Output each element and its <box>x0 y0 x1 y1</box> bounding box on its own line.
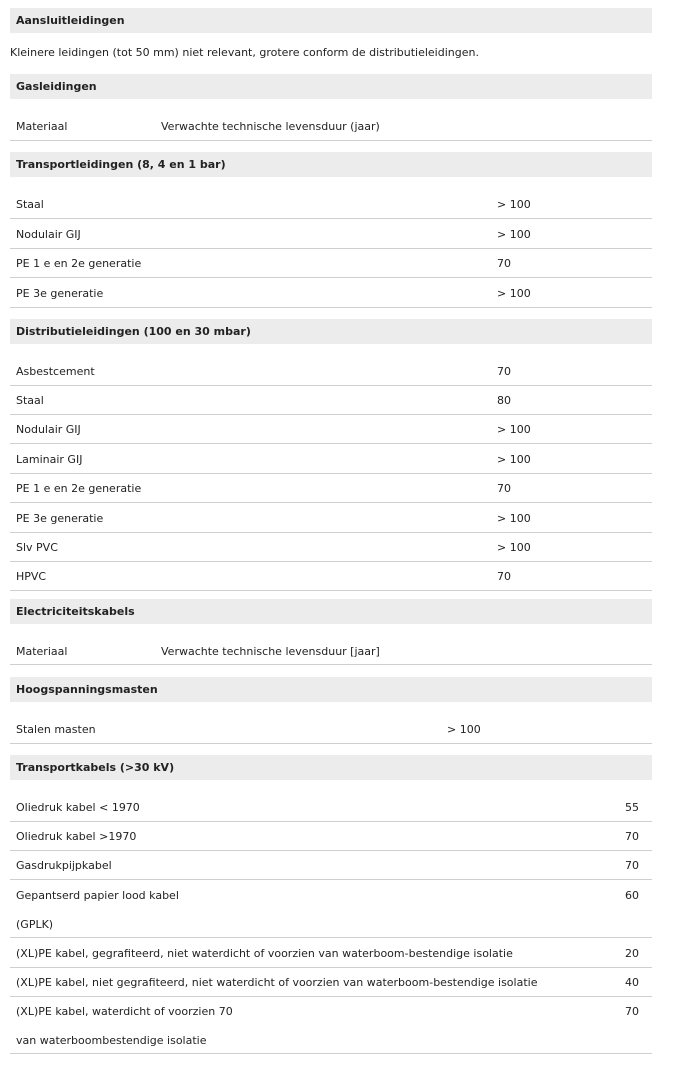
row-label: Nodulair GIJ <box>16 228 81 241</box>
row-label: PE 3e generatie <box>16 512 104 525</box>
table-row <box>10 714 652 744</box>
table-row <box>10 792 652 822</box>
row-value: > 100 <box>497 541 531 554</box>
table-row <box>10 473 652 503</box>
table-row <box>10 996 652 1054</box>
row-label: Staal <box>16 394 44 407</box>
table-row <box>10 356 652 386</box>
row-value: 20 <box>625 947 639 960</box>
row-label: Asbestcement <box>16 365 95 378</box>
column-header-lifespan: Verwachte technische levensduur [jaar] <box>161 645 380 658</box>
table-header-row <box>10 111 652 141</box>
row-label-continued: (GPLK) <box>16 918 54 931</box>
table-row <box>10 248 652 278</box>
row-label: PE 3e generatie <box>16 287 104 300</box>
row-label: Staal <box>16 198 44 211</box>
table-row <box>10 414 652 444</box>
section-header-distributieleidingen: Distributieleidingen (100 en 30 mbar) <box>10 319 652 344</box>
row-value: 70 <box>497 570 511 583</box>
row-label: Laminair GIJ <box>16 453 83 466</box>
section-header-electriciteitskabels: Electriciteitskabels <box>10 599 652 624</box>
row-value: 70 <box>625 859 639 872</box>
table-row <box>10 532 652 562</box>
table-row <box>10 938 652 968</box>
row-label: Nodulair GIJ <box>16 423 81 436</box>
table-row <box>10 561 652 591</box>
section-header-transportleidingen: Transportleidingen (8, 4 en 1 bar) <box>10 152 652 177</box>
row-value: > 100 <box>447 723 481 736</box>
row-value: 70 <box>497 365 511 378</box>
table-row <box>10 880 652 938</box>
section-header-hoogspanningsmasten: Hoogspanningsmasten <box>10 677 652 702</box>
row-value: 70 <box>625 1005 639 1018</box>
row-label-continued: van waterboombestendige isolatie <box>16 1034 207 1047</box>
table-row <box>10 967 652 997</box>
table-header-row <box>10 636 652 665</box>
row-value: 80 <box>497 394 511 407</box>
column-header-lifespan: Verwachte technische levensduur (jaar) <box>161 120 380 133</box>
row-value: 40 <box>625 976 639 989</box>
row-value: > 100 <box>497 512 531 525</box>
row-label: (XL)PE kabel, niet gegrafiteerd, niet waterdicht of voorzien van waterboom-bestendige isolatie <box>16 976 538 989</box>
row-value: 70 <box>625 830 639 843</box>
table-row <box>10 444 652 474</box>
row-label: Oliedruk kabel >1970 <box>16 830 137 843</box>
column-header-material: Materiaal <box>16 120 68 133</box>
row-value: > 100 <box>497 287 531 300</box>
row-label: Stalen masten <box>16 723 96 736</box>
table-row <box>10 821 652 851</box>
row-value: > 100 <box>497 423 531 436</box>
section-header-gasleidingen: Gasleidingen <box>10 74 652 99</box>
row-value: > 100 <box>497 453 531 466</box>
table-row <box>10 503 652 533</box>
section-header-transportkabels: Transportkabels (>30 kV) <box>10 755 652 780</box>
aansluitleidingen-note: Kleinere leidingen (tot 50 mm) niet relevant, grotere conform de distributieleidingen. <box>10 46 479 59</box>
table-row <box>10 278 652 308</box>
row-label: HPVC <box>16 570 47 583</box>
table-row <box>10 189 652 219</box>
table-row <box>10 219 652 249</box>
row-value: 55 <box>625 801 639 814</box>
row-value: 60 <box>625 889 639 902</box>
column-header-material: Materiaal <box>16 645 68 658</box>
row-value: > 100 <box>497 228 531 241</box>
row-label: PE 1 e en 2e generatie <box>16 482 142 495</box>
row-label: Gepantserd papier lood kabel <box>16 889 179 902</box>
table-row <box>10 385 652 415</box>
row-value: > 100 <box>497 198 531 211</box>
row-label: (XL)PE kabel, waterdicht of voorzien 70 <box>16 1005 233 1018</box>
row-label: Oliedruk kabel < 1970 <box>16 801 140 814</box>
table-row <box>10 850 652 880</box>
row-label: Gasdrukpijpkabel <box>16 859 112 872</box>
row-value: 70 <box>497 257 511 270</box>
section-header-aansluitleidingen: Aansluitleidingen <box>10 8 652 33</box>
row-label: Slv PVC <box>16 541 58 554</box>
row-label: PE 1 e en 2e generatie <box>16 257 142 270</box>
row-label: (XL)PE kabel, gegrafiteerd, niet waterdicht of voorzien van waterboom-bestendige isolatie <box>16 947 513 960</box>
row-value: 70 <box>497 482 511 495</box>
